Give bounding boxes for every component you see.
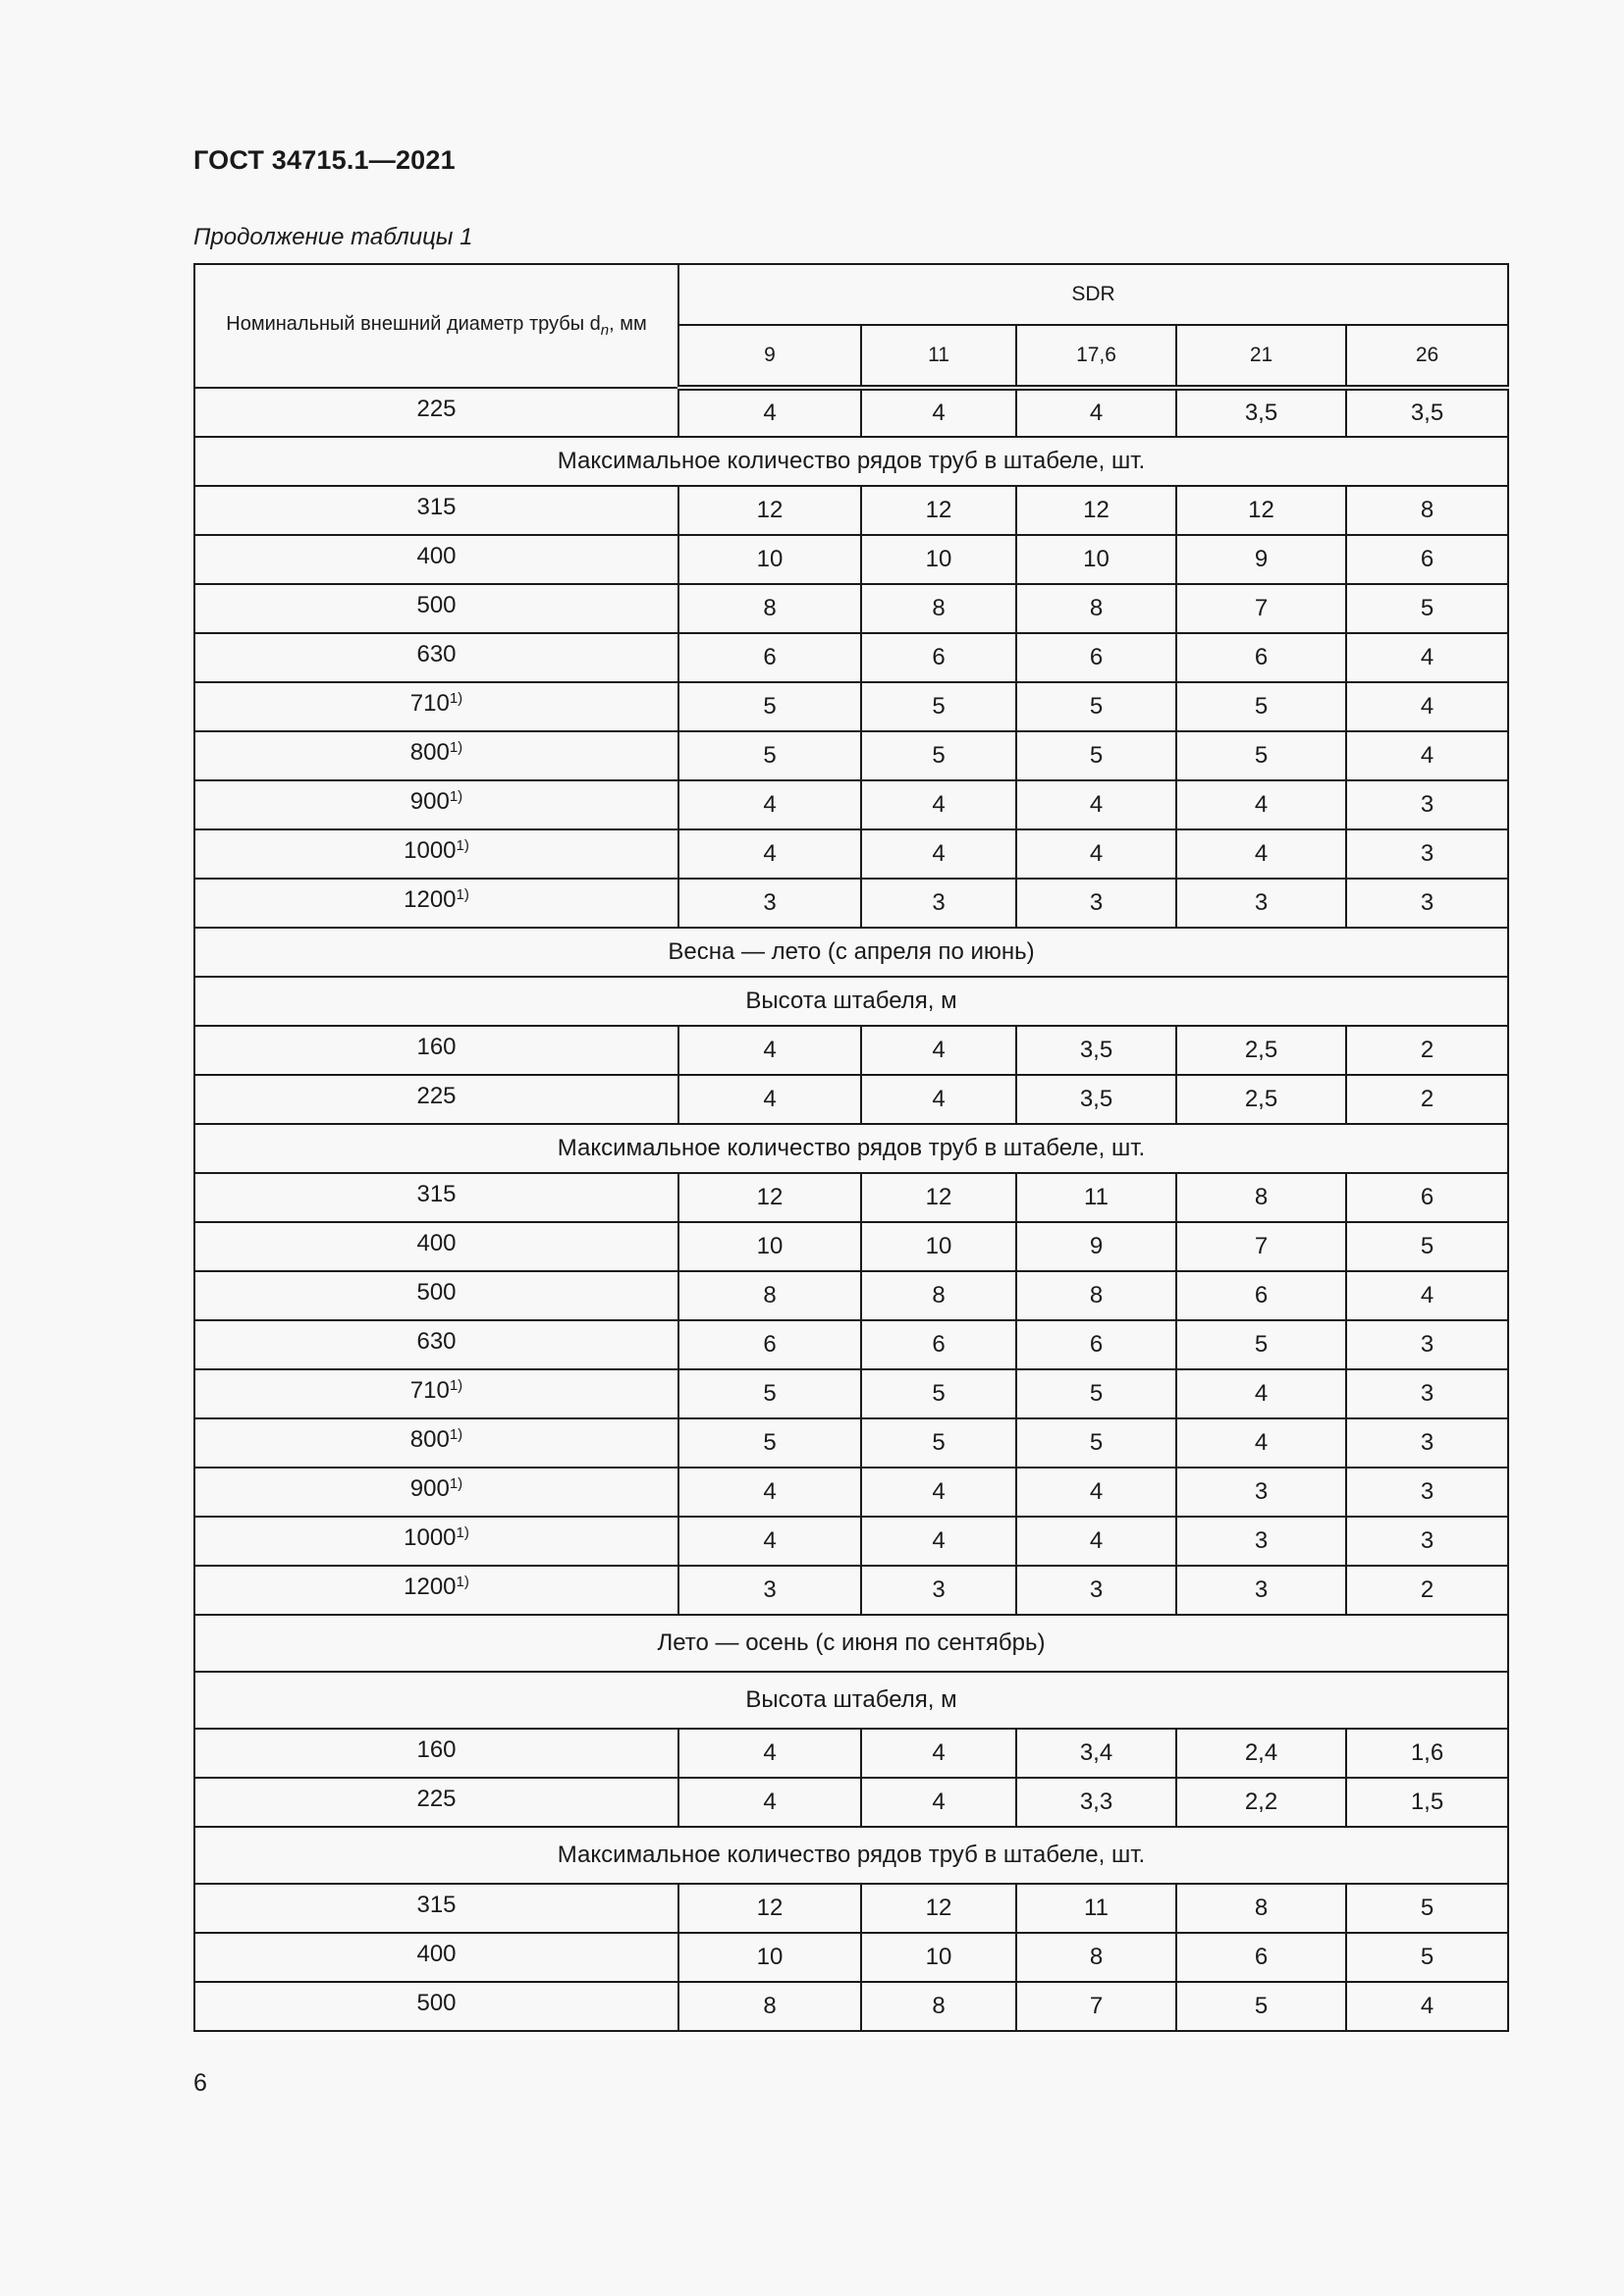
value-cell: 10 <box>861 535 1016 584</box>
value-cell: 3 <box>1346 1369 1508 1418</box>
value-cell: 4 <box>1346 633 1508 682</box>
header-sdr-value: 26 <box>1346 325 1508 388</box>
value-cell: 4 <box>1176 829 1346 879</box>
header-sdr-value: 11 <box>861 325 1016 388</box>
value-cell: 5 <box>861 1369 1016 1418</box>
table-row <box>194 1468 1508 1517</box>
header-sdr-value: 9 <box>678 325 861 388</box>
section-row <box>194 437 1508 486</box>
section-row <box>194 977 1508 1026</box>
value-cell: 3 <box>1176 879 1346 928</box>
section-heading: Высота штабеля, м <box>194 977 1508 1026</box>
value-cell: 6 <box>1176 1271 1346 1320</box>
header-sdr-value: 21 <box>1176 325 1346 388</box>
diameter-value: 630 <box>416 641 457 668</box>
section-heading: Максимальное количество рядов труб в штабеле, шт. <box>194 437 1508 486</box>
table-row <box>194 879 1508 928</box>
header-sdr: SDR <box>678 264 1508 325</box>
value-cell: 4 <box>861 1778 1016 1827</box>
table-row <box>194 633 1508 682</box>
value-cell: 2 <box>1346 1075 1508 1124</box>
value-cell: 4 <box>861 1026 1016 1075</box>
value-cell: 3 <box>678 879 861 928</box>
value-cell: 5 <box>1346 1222 1508 1271</box>
value-cell: 2 <box>1346 1566 1508 1615</box>
value-cell: 1,6 <box>1346 1729 1508 1778</box>
table-row <box>194 1517 1508 1566</box>
diameter-cell <box>194 879 678 928</box>
value-cell: 12 <box>1176 486 1346 535</box>
diameter-value: 315 <box>416 1181 457 1208</box>
value-cell: 10 <box>861 1933 1016 1982</box>
value-cell: 8 <box>1176 1173 1346 1222</box>
document-title: ГОСТ 34715.1—2021 <box>193 145 456 175</box>
value-cell: 8 <box>861 1271 1016 1320</box>
value-cell: 1,5 <box>1346 1778 1508 1827</box>
value-cell: 3,3 <box>1016 1778 1176 1827</box>
value-cell: 4 <box>861 829 1016 879</box>
value-cell: 3 <box>1176 1517 1346 1566</box>
table-row <box>194 1729 1508 1778</box>
header-diameter-text: Номинальный внешний диаметр трубы d <box>226 312 601 335</box>
section-heading: Максимальное количество рядов труб в штабеле, шт. <box>194 1124 1508 1173</box>
footnote-mark: 1) <box>456 886 469 904</box>
diameter-cell <box>194 584 678 633</box>
value-cell: 3 <box>1176 1468 1346 1517</box>
table-row <box>194 1320 1508 1369</box>
value-cell: 5 <box>1176 1982 1346 2031</box>
section-heading: Весна — лето (с апреля по июнь) <box>194 928 1508 977</box>
footnote-mark: 1) <box>449 1377 463 1395</box>
value-cell: 10 <box>1016 535 1176 584</box>
footnote-mark: 1) <box>449 1426 463 1444</box>
value-cell: 4 <box>678 780 861 829</box>
value-cell: 2,4 <box>1176 1729 1346 1778</box>
diameter-cell <box>194 1369 678 1418</box>
value-cell: 12 <box>861 1173 1016 1222</box>
footnote-mark: 1) <box>449 1475 463 1493</box>
value-cell: 4 <box>678 829 861 879</box>
value-cell: 12 <box>861 1884 1016 1933</box>
section-heading: Высота штабеля, м <box>194 1672 1508 1729</box>
value-cell: 5 <box>1176 682 1346 731</box>
value-cell: 8 <box>1016 1271 1176 1320</box>
table-row <box>194 1418 1508 1468</box>
diameter-value: 400 <box>416 1230 457 1257</box>
value-cell: 8 <box>1176 1884 1346 1933</box>
value-cell: 4 <box>1346 1982 1508 2031</box>
table-row <box>194 682 1508 731</box>
table-row <box>194 1884 1508 1933</box>
diameter-value: 900 <box>409 788 450 816</box>
value-cell: 4 <box>861 1468 1016 1517</box>
diameter-value: 225 <box>416 396 457 423</box>
value-cell: 5 <box>1016 1418 1176 1468</box>
value-cell: 3,4 <box>1016 1729 1176 1778</box>
table-row <box>194 1778 1508 1827</box>
value-cell: 9 <box>1176 535 1346 584</box>
value-cell: 5 <box>678 1369 861 1418</box>
diameter-value: 400 <box>416 1941 457 1968</box>
table-row <box>194 1369 1508 1418</box>
value-cell: 8 <box>861 584 1016 633</box>
diameter-value: 800 <box>409 739 450 767</box>
value-cell: 8 <box>1016 1933 1176 1982</box>
table-row <box>194 1075 1508 1124</box>
value-cell: 4 <box>1016 1468 1176 1517</box>
value-cell: 4 <box>861 1517 1016 1566</box>
value-cell: 5 <box>1346 1933 1508 1982</box>
diameter-value: 900 <box>409 1475 450 1503</box>
table-row <box>194 535 1508 584</box>
value-cell: 7 <box>1176 584 1346 633</box>
diameter-value: 500 <box>416 592 457 619</box>
value-cell: 3 <box>861 879 1016 928</box>
diameter-value: 225 <box>416 1786 457 1813</box>
table-row <box>194 829 1508 879</box>
value-cell: 6 <box>1176 633 1346 682</box>
diameter-cell <box>194 1982 678 2031</box>
value-cell: 3 <box>678 1566 861 1615</box>
diameter-value: 1000 <box>404 1524 457 1552</box>
value-cell: 6 <box>1016 1320 1176 1369</box>
value-cell: 3 <box>1346 1320 1508 1369</box>
section-heading: Максимальное количество рядов труб в штабеле, шт. <box>194 1827 1508 1884</box>
value-cell: 5 <box>1016 731 1176 780</box>
value-cell: 8 <box>861 1982 1016 2031</box>
section-heading: Лето — осень (с июня по сентябрь) <box>194 1615 1508 1672</box>
table-row <box>194 486 1508 535</box>
diameter-cell <box>194 1517 678 1566</box>
value-cell: 5 <box>861 682 1016 731</box>
value-cell: 5 <box>1176 1320 1346 1369</box>
value-cell: 11 <box>1016 1173 1176 1222</box>
value-cell: 12 <box>1016 486 1176 535</box>
diameter-cell <box>194 1320 678 1369</box>
diameter-cell <box>194 633 678 682</box>
value-cell: 6 <box>1176 1933 1346 1982</box>
stacking-table <box>193 263 1509 2032</box>
table-row <box>194 1026 1508 1075</box>
value-cell: 5 <box>861 731 1016 780</box>
value-cell: 3 <box>1346 1517 1508 1566</box>
diameter-cell <box>194 829 678 879</box>
footnote-mark: 1) <box>456 837 469 855</box>
value-cell: 3 <box>1346 1418 1508 1468</box>
diameter-cell <box>194 1778 678 1827</box>
diameter-cell <box>194 682 678 731</box>
diameter-cell <box>194 1173 678 1222</box>
value-cell: 6 <box>678 1320 861 1369</box>
value-cell: 4 <box>861 1075 1016 1124</box>
diameter-value: 1000 <box>404 837 457 865</box>
diameter-value: 710 <box>409 1377 450 1405</box>
value-cell: 4 <box>678 1517 861 1566</box>
value-cell: 10 <box>678 1933 861 1982</box>
value-cell: 11 <box>1016 1884 1176 1933</box>
diameter-cell <box>194 535 678 584</box>
value-cell: 3 <box>1016 1566 1176 1615</box>
section-row <box>194 1672 1508 1729</box>
value-cell: 10 <box>678 535 861 584</box>
header-diameter-unit: , мм <box>609 312 647 335</box>
value-cell: 3 <box>1346 829 1508 879</box>
value-cell: 5 <box>1016 682 1176 731</box>
section-row <box>194 928 1508 977</box>
value-cell: 5 <box>1016 1369 1176 1418</box>
value-cell: 5 <box>678 682 861 731</box>
value-cell: 3,5 <box>1016 1026 1176 1075</box>
value-cell: 3 <box>1346 1468 1508 1517</box>
table-row <box>194 1566 1508 1615</box>
diameter-cell <box>194 486 678 535</box>
value-cell: 8 <box>678 1982 861 2031</box>
value-cell: 6 <box>678 633 861 682</box>
diameter-cell <box>194 1566 678 1615</box>
value-cell: 6 <box>1346 535 1508 584</box>
table-caption: Продолжение таблицы 1 <box>193 224 473 250</box>
value-cell: 12 <box>678 1884 861 1933</box>
value-cell: 5 <box>678 1418 861 1468</box>
value-cell: 7 <box>1016 1982 1176 2031</box>
value-cell: 5 <box>1346 1884 1508 1933</box>
value-cell: 5 <box>861 1418 1016 1468</box>
value-cell: 2,5 <box>1176 1075 1346 1124</box>
value-cell: 4 <box>678 1778 861 1827</box>
value-cell: 4 <box>861 388 1016 437</box>
diameter-value: 630 <box>416 1328 457 1356</box>
table-row <box>194 780 1508 829</box>
footnote-mark: 1) <box>456 1524 469 1542</box>
diameter-cell <box>194 1222 678 1271</box>
value-cell: 7 <box>1176 1222 1346 1271</box>
value-cell: 4 <box>678 388 861 437</box>
value-cell: 4 <box>1346 682 1508 731</box>
footnote-mark: 1) <box>449 739 463 757</box>
diameter-cell <box>194 388 678 437</box>
diameter-value: 160 <box>416 1736 457 1764</box>
value-cell: 2,5 <box>1176 1026 1346 1075</box>
diameter-value: 225 <box>416 1083 457 1110</box>
diameter-value: 400 <box>416 543 457 570</box>
value-cell: 4 <box>1016 388 1176 437</box>
value-cell: 8 <box>1346 486 1508 535</box>
value-cell: 8 <box>1016 584 1176 633</box>
value-cell: 4 <box>678 1026 861 1075</box>
table-row <box>194 1982 1508 2031</box>
diameter-cell <box>194 1468 678 1517</box>
table-row <box>194 731 1508 780</box>
value-cell: 2 <box>1346 1026 1508 1075</box>
value-cell: 3 <box>861 1566 1016 1615</box>
table-row <box>194 1933 1508 1982</box>
value-cell: 4 <box>1176 1418 1346 1468</box>
diameter-cell <box>194 1075 678 1124</box>
diameter-cell <box>194 1418 678 1468</box>
diameter-value: 1200 <box>404 886 457 914</box>
value-cell: 5 <box>678 731 861 780</box>
value-cell: 5 <box>1176 731 1346 780</box>
value-cell: 2,2 <box>1176 1778 1346 1827</box>
table-row <box>194 1173 1508 1222</box>
value-cell: 3 <box>1176 1566 1346 1615</box>
value-cell: 6 <box>861 1320 1016 1369</box>
table-row <box>194 1271 1508 1320</box>
diameter-value: 500 <box>416 1990 457 2017</box>
diameter-value: 1200 <box>404 1574 457 1601</box>
value-cell: 3 <box>1016 879 1176 928</box>
diameter-value: 160 <box>416 1034 457 1061</box>
value-cell: 3,5 <box>1346 388 1508 437</box>
value-cell: 3,5 <box>1176 388 1346 437</box>
value-cell: 6 <box>1346 1173 1508 1222</box>
diameter-cell <box>194 1026 678 1075</box>
diameter-value: 500 <box>416 1279 457 1307</box>
value-cell: 10 <box>678 1222 861 1271</box>
value-cell: 4 <box>1176 1369 1346 1418</box>
footnote-mark: 1) <box>456 1574 469 1591</box>
value-cell: 4 <box>861 1729 1016 1778</box>
value-cell: 4 <box>1016 1517 1176 1566</box>
header-diameter <box>194 264 678 388</box>
table-body <box>194 388 1508 2031</box>
value-cell: 3 <box>1346 780 1508 829</box>
value-cell: 12 <box>861 486 1016 535</box>
value-cell: 4 <box>861 780 1016 829</box>
value-cell: 3 <box>1346 879 1508 928</box>
value-cell: 4 <box>1346 1271 1508 1320</box>
value-cell: 10 <box>861 1222 1016 1271</box>
value-cell: 4 <box>1346 731 1508 780</box>
header-sdr-value: 17,6 <box>1016 325 1176 388</box>
value-cell: 4 <box>1016 780 1176 829</box>
value-cell: 5 <box>1346 584 1508 633</box>
diameter-cell <box>194 1271 678 1320</box>
diameter-value: 315 <box>416 494 457 521</box>
diameter-cell <box>194 780 678 829</box>
value-cell: 12 <box>678 1173 861 1222</box>
value-cell: 8 <box>678 584 861 633</box>
value-cell: 8 <box>678 1271 861 1320</box>
diameter-cell <box>194 731 678 780</box>
table-row <box>194 388 1508 437</box>
value-cell: 6 <box>1016 633 1176 682</box>
section-row <box>194 1827 1508 1884</box>
section-row <box>194 1124 1508 1173</box>
footnote-mark: 1) <box>449 788 463 806</box>
table-row <box>194 1222 1508 1271</box>
value-cell: 4 <box>1016 829 1176 879</box>
section-row <box>194 1615 1508 1672</box>
value-cell: 9 <box>1016 1222 1176 1271</box>
header-diameter-subscript: n <box>600 321 610 339</box>
diameter-cell <box>194 1933 678 1982</box>
value-cell: 4 <box>678 1729 861 1778</box>
diameter-value: 800 <box>409 1426 450 1454</box>
page-number: 6 <box>193 2069 207 2097</box>
value-cell: 4 <box>1176 780 1346 829</box>
footnote-mark: 1) <box>449 690 463 708</box>
value-cell: 12 <box>678 486 861 535</box>
diameter-cell <box>194 1884 678 1933</box>
diameter-value: 315 <box>416 1892 457 1919</box>
value-cell: 6 <box>861 633 1016 682</box>
diameter-cell <box>194 1729 678 1778</box>
value-cell: 4 <box>678 1075 861 1124</box>
value-cell: 3,5 <box>1016 1075 1176 1124</box>
diameter-value: 710 <box>409 690 450 718</box>
table-row <box>194 584 1508 633</box>
value-cell: 4 <box>678 1468 861 1517</box>
